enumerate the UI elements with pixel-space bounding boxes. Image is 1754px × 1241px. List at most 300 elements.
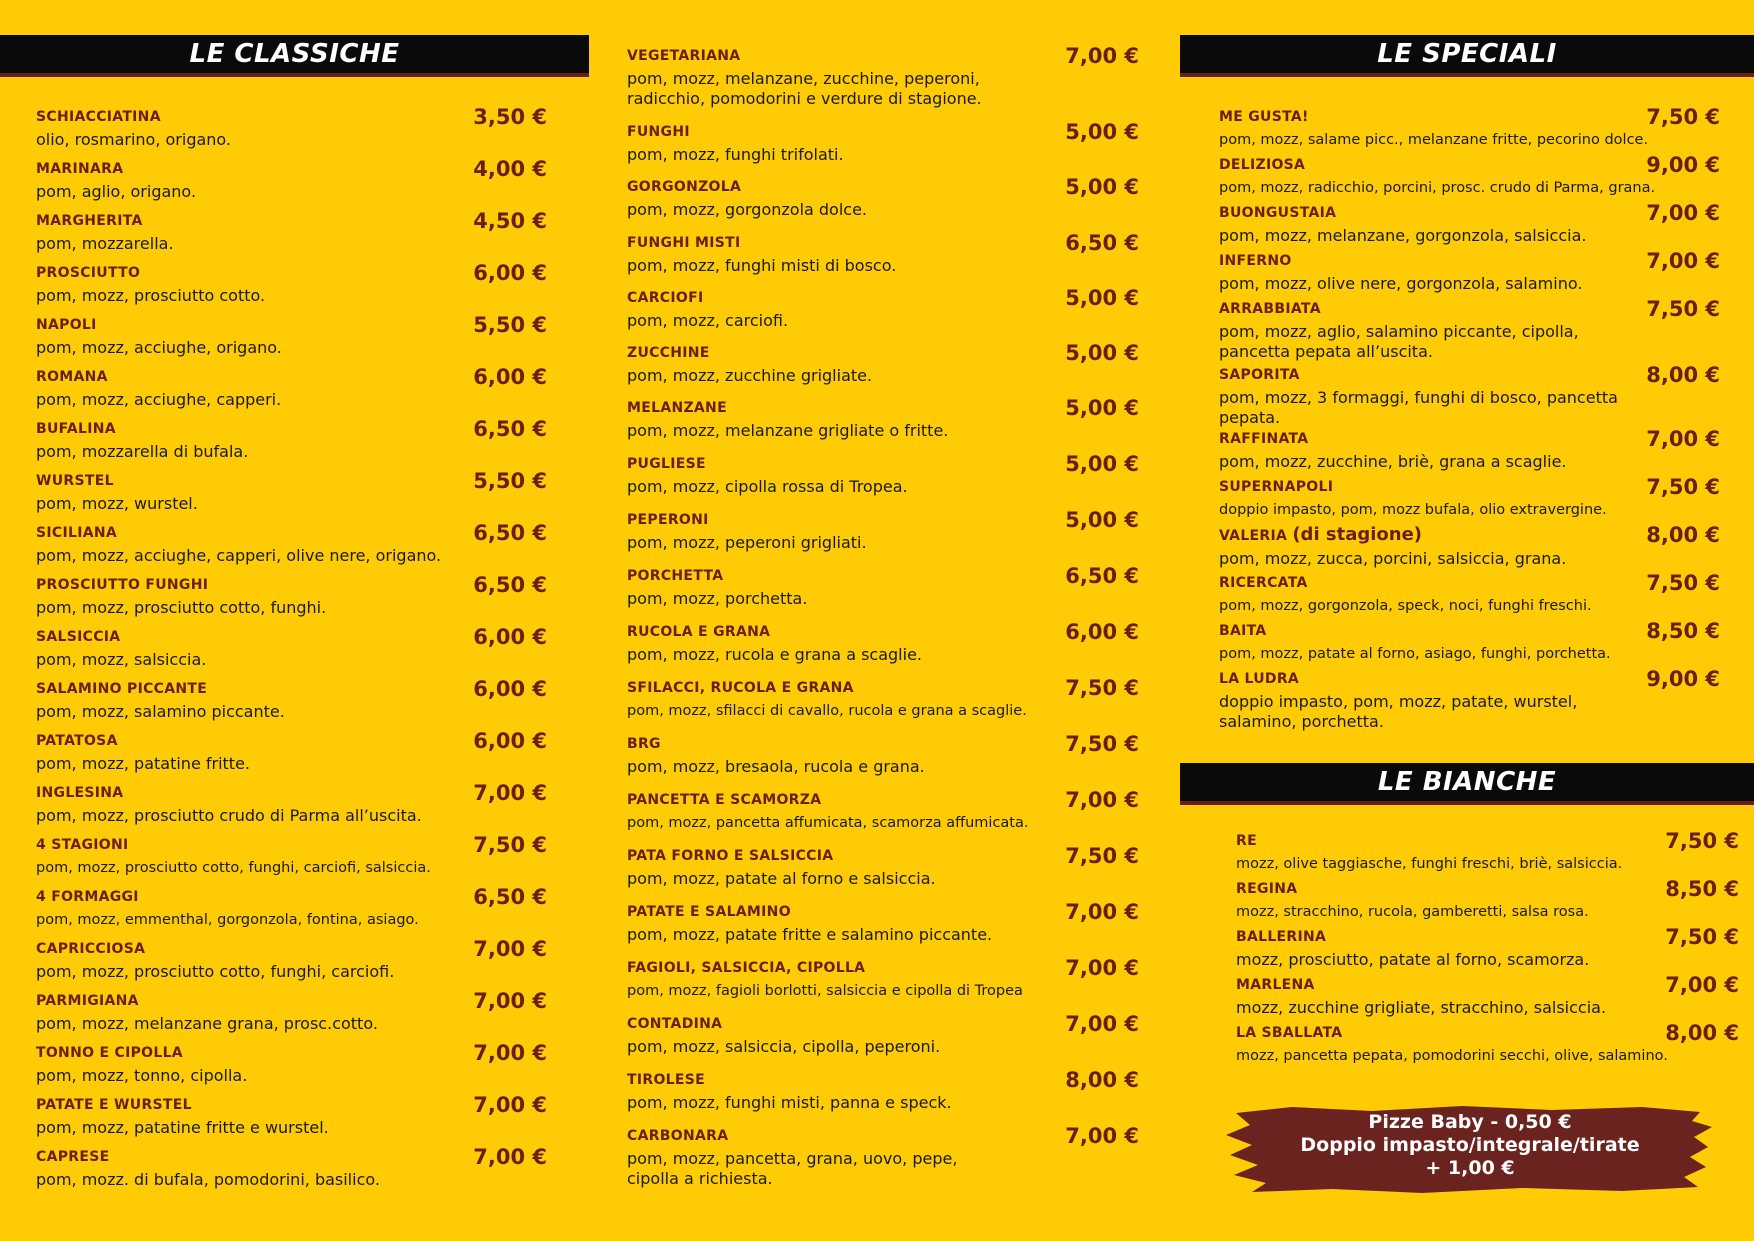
item-name <box>627 563 1139 589</box>
item-name-text: CARBONARA <box>627 1128 729 1144</box>
speciali-title: LE SPECIALI <box>1377 39 1557 69</box>
item-description: pom, mozz, acciughe, capperi. <box>36 390 282 409</box>
menu-item <box>36 572 547 618</box>
menu-item <box>36 1144 547 1190</box>
menu-item <box>627 340 1139 386</box>
item-description: pom, mozz, melanzane grigliate o fritte. <box>627 421 949 440</box>
item-description: pom, mozz, acciughe, capperi, olive nere, origano. <box>36 546 442 565</box>
item-description: pom, mozz, zucchine, briè, grana a scaglie. <box>1219 452 1567 471</box>
item-price: 7,00 € <box>473 1041 547 1065</box>
item-description: pom, mozzarella. <box>36 234 174 253</box>
item-name <box>627 230 1139 256</box>
item-price: 5,00 € <box>1065 120 1139 144</box>
item-name <box>36 260 547 286</box>
item-price: 6,50 € <box>473 417 547 441</box>
item-price: 7,00 € <box>1065 788 1139 812</box>
item-description: pom, mozz, patate al forno, asiago, funghi, porchetta. <box>1219 646 1611 662</box>
item-description: pom, mozz, gorgonzola, speck, noci, funghi freschi. <box>1219 598 1592 614</box>
item-name-text: RE <box>1236 833 1257 849</box>
item-name <box>627 119 1139 145</box>
item-name-note: (di stagione) <box>1292 524 1423 545</box>
item-name <box>1219 362 1720 388</box>
item-name-text: PANCETTA E SCAMORZA <box>627 792 822 808</box>
item-name-text: BAITA <box>1219 623 1267 639</box>
item-price: 7,00 € <box>1646 249 1720 273</box>
item-name <box>627 899 1139 925</box>
item-name-text: CONTADINA <box>627 1016 723 1032</box>
menu-item <box>627 787 1139 833</box>
item-name-text: WURSTEL <box>36 473 114 489</box>
item-name <box>36 572 547 598</box>
item-description: pom, mozz, salamino piccante. <box>36 702 285 721</box>
item-price: 5,00 € <box>1065 452 1139 476</box>
item-name-text: TIROLESE <box>627 1072 705 1088</box>
item-name <box>1219 522 1720 549</box>
item-description: pom, mozz, gorgonzola dolce. <box>627 200 868 219</box>
menu-item <box>1219 362 1720 428</box>
menu-item <box>1236 1020 1739 1066</box>
item-name <box>36 156 547 182</box>
menu-item <box>627 1011 1139 1057</box>
item-description: doppio impasto, pom, mozz, patate, wurstel, <box>1219 692 1578 711</box>
menu-item <box>1219 522 1720 569</box>
item-description: pom, mozz, prosciutto crudo di Parma all’uscita. <box>36 806 422 825</box>
item-price: 7,00 € <box>473 781 547 805</box>
menu-item <box>36 728 547 774</box>
menu-item <box>1219 426 1720 472</box>
extras-doppio: Doppio impasto/integrale/tirate <box>1300 1134 1640 1156</box>
item-name-text: RUCOLA E GRANA <box>627 624 771 640</box>
menu-item <box>627 285 1139 331</box>
item-name <box>627 1067 1139 1093</box>
menu-item <box>627 119 1139 165</box>
item-price: 6,50 € <box>473 521 547 545</box>
item-name <box>1236 1020 1739 1046</box>
menu-item <box>627 43 1139 109</box>
item-description: pom, mozz, zucca, porcini, salsiccia, grana. <box>1219 549 1567 568</box>
item-name <box>36 884 547 910</box>
item-name <box>36 468 547 494</box>
item-name <box>36 312 547 338</box>
item-name-text: PROSCIUTTO FUNGHI <box>36 577 209 593</box>
item-price: 5,00 € <box>1065 341 1139 365</box>
menu-item <box>36 884 547 930</box>
item-price: 7,50 € <box>1065 844 1139 868</box>
item-description: pom, mozz, emmenthal, gorgonzola, fontina, asiago. <box>36 912 419 928</box>
item-description: salamino, porchetta. <box>1219 712 1384 731</box>
item-description: pom, mozz, radicchio, porcini, prosc. crudo di Parma, grana. <box>1219 180 1656 196</box>
item-price: 5,50 € <box>473 469 547 493</box>
menu-item <box>627 899 1139 945</box>
item-price: 6,50 € <box>1065 564 1139 588</box>
item-name-text: BUONGUSTAIA <box>1219 205 1337 221</box>
item-name-text: PORCHETTA <box>627 568 724 584</box>
item-description: pom, mozz, sfilacci di cavallo, rucola e grana a scaglie. <box>627 703 1027 719</box>
item-name <box>627 731 1139 757</box>
item-name <box>627 619 1139 645</box>
item-name <box>1219 666 1720 692</box>
item-name <box>627 174 1139 200</box>
item-name-text: SALAMINO PICCANTE <box>36 681 208 697</box>
item-name-text: CAPRESE <box>36 1149 110 1165</box>
item-price: 7,00 € <box>1646 427 1720 451</box>
classiche-title: LE CLASSICHE <box>189 39 400 69</box>
item-name <box>627 955 1139 981</box>
menu-item <box>36 312 547 358</box>
menu-item <box>627 731 1139 777</box>
menu-item <box>627 955 1139 1001</box>
menu-item <box>627 675 1139 721</box>
item-name <box>627 395 1139 421</box>
item-name <box>627 675 1139 701</box>
item-price: 5,00 € <box>1065 286 1139 310</box>
menu-item <box>1219 152 1720 198</box>
item-name <box>36 624 547 650</box>
extras-banner <box>1222 1103 1718 1195</box>
item-name <box>36 1040 547 1066</box>
item-name-text: PROSCIUTTO <box>36 265 141 281</box>
item-description: pom, mozz, pancetta affumicata, scamorza affumicata. <box>627 815 1029 831</box>
extras-price: + 1,00 € <box>1425 1157 1515 1179</box>
item-description: pom, mozz, funghi misti di bosco. <box>627 256 897 275</box>
item-price: 9,00 € <box>1646 667 1720 691</box>
item-price: 7,00 € <box>1665 973 1739 997</box>
item-description: pom, mozz, funghi trifolati. <box>627 145 844 164</box>
item-price: 5,00 € <box>1065 396 1139 420</box>
item-name <box>1219 104 1720 130</box>
item-name <box>1219 200 1720 226</box>
item-description: pom, mozz, prosciutto cotto, funghi, carciofi. <box>36 962 395 981</box>
item-name-text: INGLESINA <box>36 785 124 801</box>
menu-item <box>1236 972 1739 1018</box>
item-price: 6,00 € <box>473 365 547 389</box>
menu-item <box>1236 876 1739 922</box>
menu-item <box>1236 924 1739 970</box>
menu-item <box>627 230 1139 276</box>
menu-item <box>627 395 1139 441</box>
menu-item <box>36 208 547 254</box>
item-name-text: PEPERONI <box>627 512 709 528</box>
item-description: pom, mozz, olive nere, gorgonzola, salamino. <box>1219 274 1583 293</box>
item-name <box>1236 924 1739 950</box>
item-description: pom, mozz, salame picc., melanzane fritte, pecorino dolce. <box>1219 132 1649 148</box>
item-name <box>627 285 1139 311</box>
item-description: olio, rosmarino, origano. <box>36 130 232 149</box>
item-name-text: BALLERINA <box>1236 929 1327 945</box>
item-description: mozz, olive taggiasche, funghi freschi, briè, salsiccia. <box>1236 856 1623 872</box>
item-price: 7,50 € <box>473 833 547 857</box>
menu-item <box>1219 618 1720 664</box>
item-name-text: MELANZANE <box>627 400 727 416</box>
speciali-header <box>1180 35 1754 77</box>
item-description: pom, mozz, patatine fritte. <box>36 754 251 773</box>
item-name-text: SICILIANA <box>36 525 117 541</box>
item-name <box>627 1011 1139 1037</box>
item-description: pom, mozz, patate al forno e salsiccia. <box>627 869 936 888</box>
item-price: 7,50 € <box>1065 732 1139 756</box>
item-name-text: SALSICCIA <box>36 629 121 645</box>
menu-item <box>1219 200 1720 246</box>
item-description: pom, mozz, fagioli borlotti, salsiccia e cipolla di Tropea <box>627 983 1023 999</box>
item-price: 3,50 € <box>473 105 547 129</box>
item-name-text: DELIZIOSA <box>1219 157 1306 173</box>
item-description: pom, mozz, salsiccia. <box>36 650 207 669</box>
item-price: 8,50 € <box>1665 877 1739 901</box>
item-name-text: ROMANA <box>36 369 108 385</box>
item-price: 5,00 € <box>1065 508 1139 532</box>
item-name <box>1219 152 1720 178</box>
item-price: 8,00 € <box>1665 1021 1739 1045</box>
item-description: pom, mozz, funghi misti, panna e speck. <box>627 1093 952 1112</box>
item-name-text: MARLENA <box>1236 977 1315 993</box>
item-price: 7,50 € <box>1646 571 1720 595</box>
menu-item <box>1219 666 1720 732</box>
menu-item <box>1219 474 1720 520</box>
menu-item <box>36 156 547 202</box>
menu-item <box>627 843 1139 889</box>
item-price: 7,00 € <box>1065 956 1139 980</box>
menu-item <box>1219 296 1720 362</box>
item-description: pom, mozz, zucchine grigliate. <box>627 366 873 385</box>
item-price: 7,00 € <box>473 1145 547 1169</box>
item-name-text: RAFFINATA <box>1219 431 1309 447</box>
item-name <box>36 780 547 806</box>
item-name <box>627 843 1139 869</box>
item-price: 7,50 € <box>1665 829 1739 853</box>
menu-item <box>1219 104 1720 150</box>
item-description: pom, mozz, prosciutto cotto. <box>36 286 266 305</box>
item-price: 7,00 € <box>473 989 547 1013</box>
item-description: pom, mozz, porchetta. <box>627 589 808 608</box>
item-description: pom, aglio, origano. <box>36 182 197 201</box>
item-name <box>36 676 547 702</box>
item-description: pom, mozz, carciofi. <box>627 311 789 330</box>
item-price: 9,00 € <box>1646 153 1720 177</box>
item-name <box>36 1092 547 1118</box>
bianche-title: LE BIANCHE <box>1377 767 1557 797</box>
item-name-text: PATA FORNO E SALSICCIA <box>627 848 834 864</box>
item-description: mozz, pancetta pepata, pomodorini secchi, olive, salamino. <box>1236 1048 1668 1064</box>
extras-baby: Pizze Baby - 0,50 € <box>1368 1111 1572 1133</box>
item-price: 6,50 € <box>1065 231 1139 255</box>
item-name-text: TONNO E CIPOLLA <box>36 1045 183 1061</box>
item-name-text: CARCIOFI <box>627 290 704 306</box>
item-name-text: LA LUDRA <box>1219 671 1300 687</box>
item-price: 7,50 € <box>1646 475 1720 499</box>
item-name-text: NAPOLI <box>36 317 97 333</box>
item-name <box>627 340 1139 366</box>
menu-item <box>1219 570 1720 616</box>
item-price: 7,00 € <box>1065 1124 1139 1148</box>
item-price: 7,50 € <box>1665 925 1739 949</box>
item-description: pom, mozz, patate fritte e salamino piccante. <box>627 925 993 944</box>
item-name-text: CAPRICCIOSA <box>36 941 146 957</box>
item-description: pom, mozz, peperoni grigliati. <box>627 533 867 552</box>
item-description: pom, mozz, 3 formaggi, funghi di bosco, pancetta <box>1219 388 1618 407</box>
item-name <box>1236 828 1739 854</box>
item-description: pom, mozz. di bufala, pomodorini, basilico. <box>36 1170 380 1189</box>
item-description: pom, mozz, melanzane, zucchine, peperoni, <box>627 69 980 88</box>
item-price: 6,00 € <box>1065 620 1139 644</box>
item-price: 7,00 € <box>473 1093 547 1117</box>
item-description: pom, mozz, patatine fritte e wurstel. <box>36 1118 329 1137</box>
item-description: cipolla a richiesta. <box>627 1169 773 1188</box>
item-description: pom, mozz, aglio, salamino piccante, cipolla, <box>1219 322 1579 341</box>
item-name-text: ARRABBIATA <box>1219 301 1321 317</box>
item-name-text: SFILACCI, RUCOLA E GRANA <box>627 680 854 696</box>
menu-item <box>36 364 547 410</box>
menu-item <box>627 174 1139 220</box>
item-name <box>627 451 1139 477</box>
item-name <box>36 364 547 390</box>
menu-item <box>627 507 1139 553</box>
item-name <box>627 1123 1139 1149</box>
item-name-text: 4 STAGIONI <box>36 837 129 853</box>
item-description: pepata. <box>1219 408 1281 427</box>
item-description: mozz, stracchino, rucola, gamberetti, salsa rosa. <box>1236 904 1589 920</box>
item-price: 5,50 € <box>473 313 547 337</box>
item-name <box>1219 570 1720 596</box>
item-description: pom, mozz, prosciutto cotto, funghi. <box>36 598 327 617</box>
item-price: 6,50 € <box>473 885 547 909</box>
item-name <box>1219 296 1720 322</box>
item-description: pom, mozz, melanzane, gorgonzola, salsiccia. <box>1219 226 1587 245</box>
item-name-text: PUGLIESE <box>627 456 706 472</box>
item-description: mozz, prosciutto, patate al forno, scamorza. <box>1236 950 1590 969</box>
item-price: 5,00 € <box>1065 175 1139 199</box>
item-name <box>627 507 1139 533</box>
item-price: 8,00 € <box>1646 363 1720 387</box>
item-name-text: PATATE E WURSTEL <box>36 1097 192 1113</box>
item-name <box>1219 618 1720 644</box>
item-name-text: VEGETARIANA <box>627 48 741 64</box>
item-description: pom, mozz, bresaola, rucola e grana. <box>627 757 925 776</box>
menu-item <box>36 104 547 150</box>
menu-item <box>627 619 1139 665</box>
item-price: 7,00 € <box>473 937 547 961</box>
item-description: pom, mozz, rucola e grana a scaglie. <box>627 645 922 664</box>
menu-item <box>627 563 1139 609</box>
item-name-text: BUFALINA <box>36 421 116 437</box>
item-description: pancetta pepata all’uscita. <box>1219 342 1433 361</box>
item-name-text: ZUCCHINE <box>627 345 710 361</box>
item-price: 7,00 € <box>1065 900 1139 924</box>
item-name <box>36 416 547 442</box>
item-name-text: SUPERNAPOLI <box>1219 479 1334 495</box>
item-name-text: GORGONZOLA <box>627 179 742 195</box>
item-name <box>36 104 547 130</box>
item-name <box>36 988 547 1014</box>
item-name <box>1219 474 1720 500</box>
item-name-text: SCHIACCIATINA <box>36 109 161 125</box>
item-name-text: FAGIOLI, SALSICCIA, CIPOLLA <box>627 960 866 976</box>
item-price: 4,50 € <box>473 209 547 233</box>
item-price: 6,00 € <box>473 261 547 285</box>
item-name <box>627 787 1139 813</box>
menu-item <box>36 936 547 982</box>
item-name <box>1219 426 1720 452</box>
item-name <box>36 832 547 858</box>
item-description: radicchio, pomodorini e verdure di stagione. <box>627 89 982 108</box>
menu-item <box>1236 828 1739 874</box>
item-name <box>36 1144 547 1170</box>
item-name-text: PATATE E SALAMINO <box>627 904 791 920</box>
item-name-text: MARINARA <box>36 161 124 177</box>
item-price: 6,50 € <box>473 573 547 597</box>
item-name-text: PATATOSA <box>36 733 118 749</box>
menu-item <box>627 451 1139 497</box>
item-description: mozz, zucchine grigliate, stracchino, salsiccia. <box>1236 998 1607 1017</box>
item-name-text: FUNGHI <box>627 124 690 140</box>
menu-item <box>1219 248 1720 294</box>
item-name-text: 4 FORMAGGI <box>36 889 139 905</box>
item-price: 7,50 € <box>1646 105 1720 129</box>
item-price: 8,50 € <box>1646 619 1720 643</box>
item-name <box>36 728 547 754</box>
item-description: pom, mozz, tonno, cipolla. <box>36 1066 248 1085</box>
menu-item <box>36 260 547 306</box>
item-price: 4,00 € <box>473 157 547 181</box>
classiche-header <box>0 35 589 77</box>
menu-item <box>36 468 547 514</box>
menu-item <box>36 1092 547 1138</box>
menu-item <box>36 1040 547 1086</box>
item-price: 8,00 € <box>1646 523 1720 547</box>
item-description: pom, mozz, cipolla rossa di Tropea. <box>627 477 908 496</box>
item-name <box>1236 972 1739 998</box>
item-name <box>1219 248 1720 274</box>
item-price: 6,00 € <box>473 625 547 649</box>
item-price: 8,00 € <box>1065 1068 1139 1092</box>
item-name-text: INFERNO <box>1219 253 1292 269</box>
item-name-text: BRG <box>627 736 661 752</box>
item-price: 6,00 € <box>473 677 547 701</box>
item-name-text: MARGHERITA <box>36 213 143 229</box>
menu-item <box>36 624 547 670</box>
menu-item <box>36 780 547 826</box>
item-name-text: PARMIGIANA <box>36 993 139 1009</box>
item-description: doppio impasto, pom, mozz bufala, olio extravergine. <box>1219 502 1607 518</box>
item-name-text: RICERCATA <box>1219 575 1308 591</box>
item-name <box>36 208 547 234</box>
item-price: 7,50 € <box>1065 676 1139 700</box>
menu-item <box>36 676 547 722</box>
menu-item <box>627 1123 1139 1189</box>
menu-item <box>36 988 547 1034</box>
bianche-header <box>1180 763 1754 805</box>
item-description: pom, mozz, prosciutto cotto, funghi, carciofi, salsiccia. <box>36 860 431 876</box>
item-name-text: SAPORITA <box>1219 367 1300 383</box>
item-name-text: REGINA <box>1236 881 1298 897</box>
item-description: pom, mozz, melanzane grana, prosc.cotto. <box>36 1014 378 1033</box>
item-description: pom, mozz, wurstel. <box>36 494 198 513</box>
item-price: 7,00 € <box>1065 1012 1139 1036</box>
item-name-text: FUNGHI MISTI <box>627 235 741 251</box>
item-name-text: ME GUSTA! <box>1219 109 1309 125</box>
item-price: 7,00 € <box>1065 44 1139 68</box>
item-description: pom, mozz, pancetta, grana, uovo, pepe, <box>627 1149 958 1168</box>
menu-item <box>36 832 547 878</box>
item-name-text: LA SBALLATA <box>1236 1025 1343 1041</box>
item-price: 7,00 € <box>1646 201 1720 225</box>
item-description: pom, mozzarella di bufala. <box>36 442 249 461</box>
item-name <box>627 43 1139 69</box>
item-name <box>1236 876 1739 902</box>
item-name <box>36 936 547 962</box>
menu-item <box>36 416 547 462</box>
menu-item <box>627 1067 1139 1113</box>
item-price: 6,00 € <box>473 729 547 753</box>
